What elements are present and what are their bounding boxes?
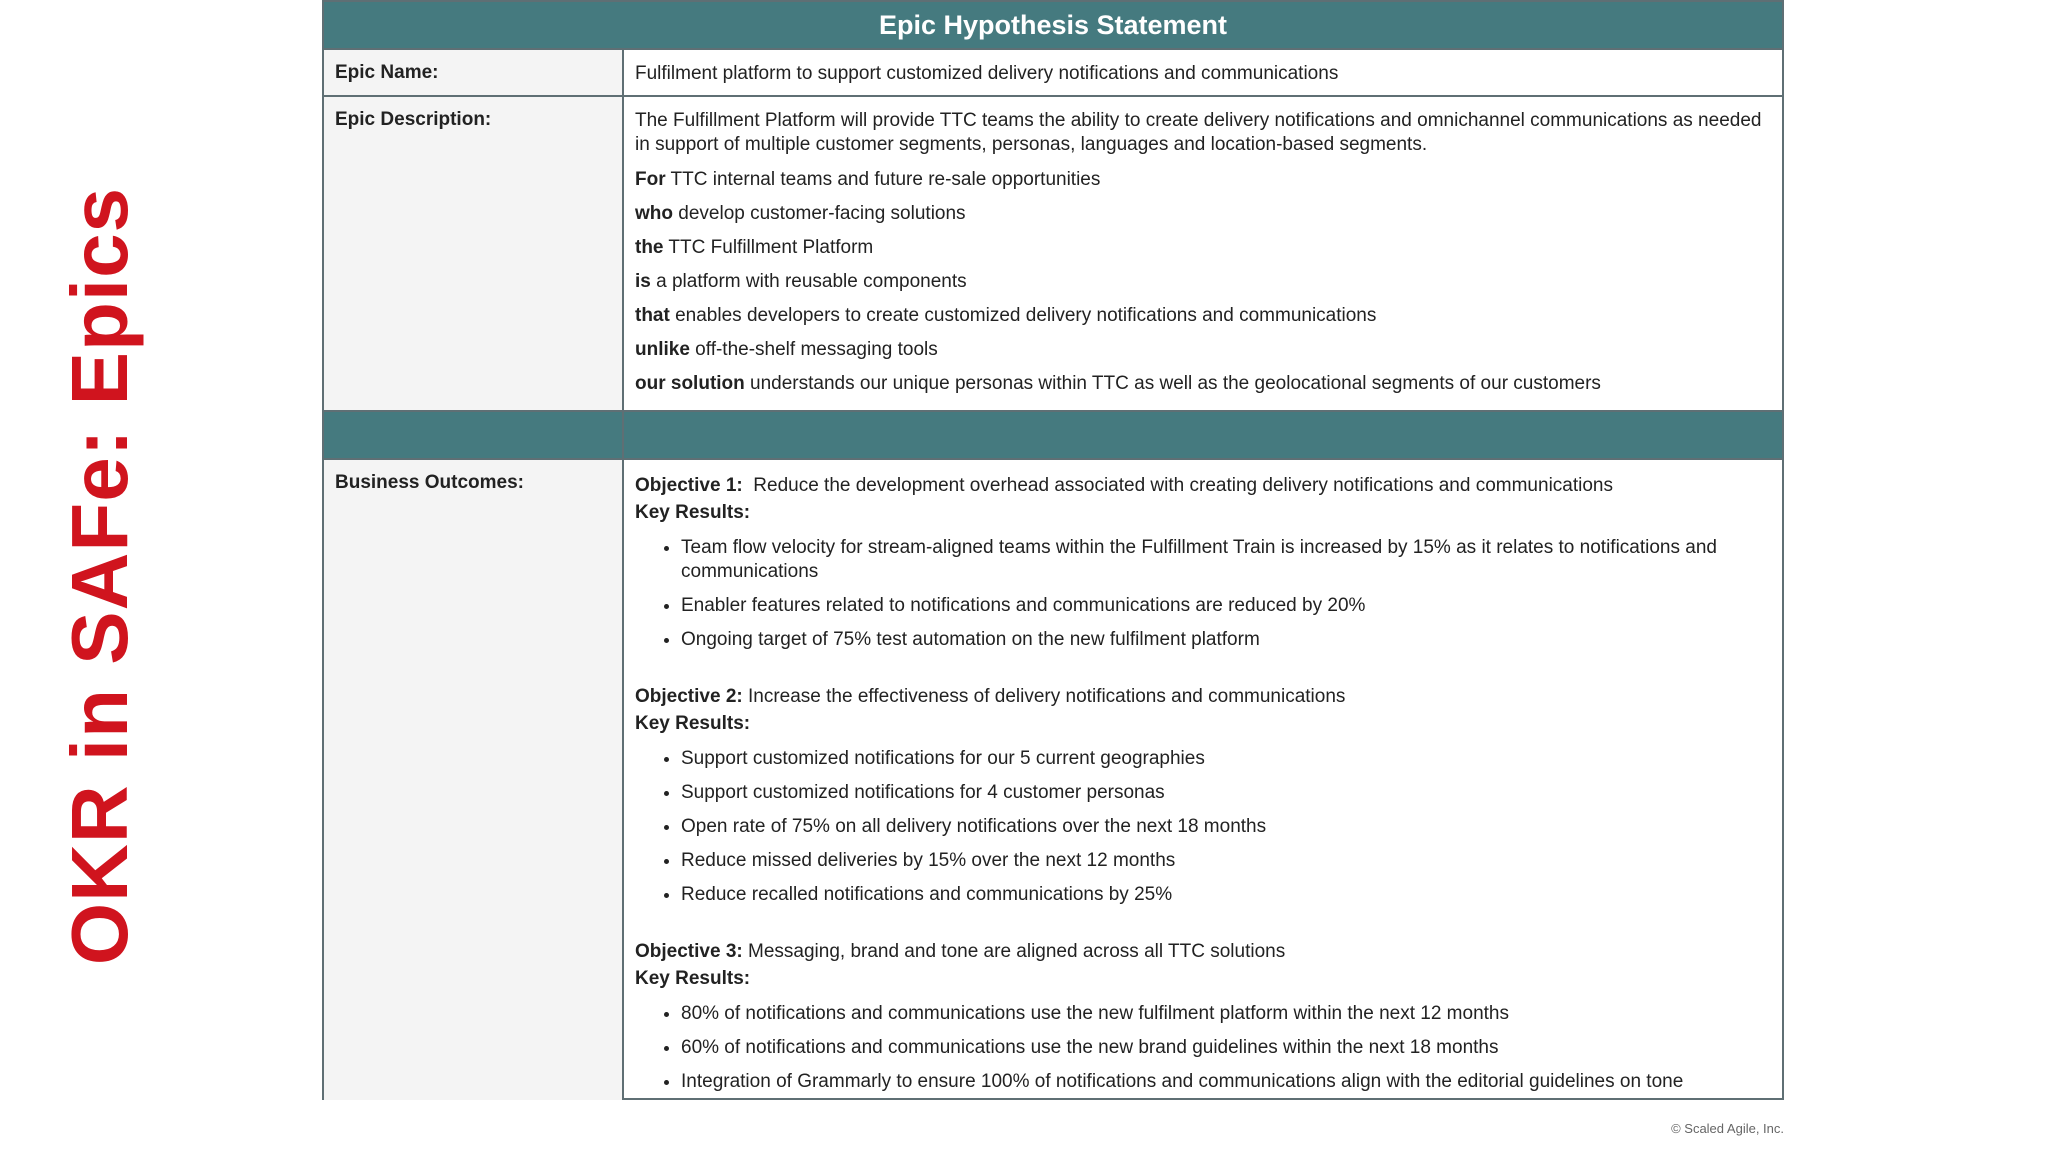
key-results-list <box>635 747 1771 907</box>
hypothesis-text: TTC internal teams and future re-sale opportunities <box>665 169 1101 190</box>
business-outcomes-label: Business Outcomes: <box>324 460 624 1100</box>
key-result-item: • Team flow velocity for stream-aligned teams within the Fulfillment Train is increased by 15% as it relates to notifications and communications <box>681 536 1771 584</box>
hypothesis-keyword: our solution <box>635 373 745 394</box>
epic-name-value: Fulfilment platform to support customized delivery notifications and communications <box>635 63 1339 84</box>
key-result-item: • Reduce missed deliveries by 15% over the next 12 months <box>681 849 1771 873</box>
hypothesis-text: a platform with reusable components <box>650 271 967 292</box>
key-result-item: • Support customized notifications for 4 customer personas <box>681 781 1771 805</box>
spacer <box>635 917 1771 938</box>
hypothesis-keyword: who <box>635 203 673 224</box>
hypothesis-line <box>635 299 1771 333</box>
hypothesis-line <box>635 367 1771 401</box>
objective-title: Objective 3: <box>635 941 743 962</box>
key-result-item: • Ongoing target of 75% test automation on the new fulfilment platform <box>681 628 1771 652</box>
epic-name-row <box>324 50 1782 97</box>
hypothesis-line <box>635 197 1771 231</box>
key-result-item: • Enabler features related to notifications and communications are reduced by 20% <box>681 594 1771 618</box>
hypothesis-keyword: that <box>635 305 670 326</box>
hypothesis-keyword: unlike <box>635 339 690 360</box>
epic-description-label: Epic Description: <box>324 97 624 410</box>
epic-hypothesis-table <box>322 0 1784 1100</box>
hypothesis-text: enables developers to create customized delivery notifications and communications <box>669 305 1377 326</box>
objectives-list <box>624 460 1782 1116</box>
epic-description-intro: The Fulfillment Platform will provide TTC teams the ability to create delivery notifications and omnichannel communications as needed in support of multiple customer segments, personas, languages and location-based segments. <box>635 110 1762 155</box>
side-title-text: OKR in SAFe: Epics <box>55 186 144 966</box>
separator-cell <box>324 412 624 458</box>
spacer <box>635 662 1771 683</box>
hypothesis-line <box>635 333 1771 367</box>
key-result-item: • 80% of notifications and communications use the new fulfilment platform within the next 12 months <box>681 1002 1771 1026</box>
key-results-label: Key Results: <box>635 713 751 734</box>
objective-text: Messaging, brand and tone are aligned across all TTC solutions <box>742 941 1286 962</box>
copyright: © Scaled Agile, Inc. <box>1671 1121 1784 1136</box>
key-result-item: • 60% of notifications and communications use the new brand guidelines within the next 18 months <box>681 1036 1771 1060</box>
side-title <box>0 0 200 1152</box>
hypothesis-keyword: the <box>635 237 664 258</box>
objective-title: Objective 2: <box>635 686 743 707</box>
objective <box>635 938 1771 965</box>
epic-description-row <box>324 97 1782 412</box>
key-result-item: • Reduce recalled notifications and communications by 25% <box>681 883 1771 907</box>
objective <box>635 472 1771 499</box>
hypothesis-line <box>635 163 1771 197</box>
key-results-list <box>635 1002 1771 1094</box>
objective-text: Increase the effectiveness of delivery notifications and communications <box>742 686 1346 707</box>
objective <box>635 683 1771 710</box>
hypothesis-text: develop customer-facing solutions <box>673 203 966 224</box>
hypothesis-text: TTC Fulfillment Platform <box>663 237 874 258</box>
hypothesis-keyword: is <box>635 271 651 292</box>
hypothesis-text: understands our unique personas within TTC as well as the geolocational segments of our customers <box>744 373 1601 394</box>
hypothesis-keyword: For <box>635 169 666 190</box>
epic-description-value <box>624 97 1782 413</box>
hypothesis-line <box>635 231 1771 265</box>
key-results-label: Key Results: <box>635 502 751 523</box>
key-results-list <box>635 536 1771 652</box>
hypothesis-lines <box>635 163 1771 401</box>
key-result-item: • Open rate of 75% on all delivery notifications over the next 18 months <box>681 815 1771 839</box>
business-outcomes-row <box>324 460 1782 1100</box>
objective-title: Objective 1: <box>635 475 743 496</box>
hypothesis-line <box>635 265 1771 299</box>
objective-text: Reduce the development overhead associated with creating delivery notifications and communications <box>742 475 1613 496</box>
separator-row <box>324 412 1782 460</box>
key-results-label: Key Results: <box>635 968 751 989</box>
key-result-item: • Integration of Grammarly to ensure 100% of notifications and communications align with the editorial guidelines on tone <box>681 1070 1771 1094</box>
epic-name-label: Epic Name: <box>324 50 624 95</box>
hypothesis-text: off-the-shelf messaging tools <box>689 339 938 360</box>
key-result-item: • Support customized notifications for our 5 current geographies <box>681 747 1771 771</box>
table-header: Epic Hypothesis Statement <box>324 2 1782 50</box>
